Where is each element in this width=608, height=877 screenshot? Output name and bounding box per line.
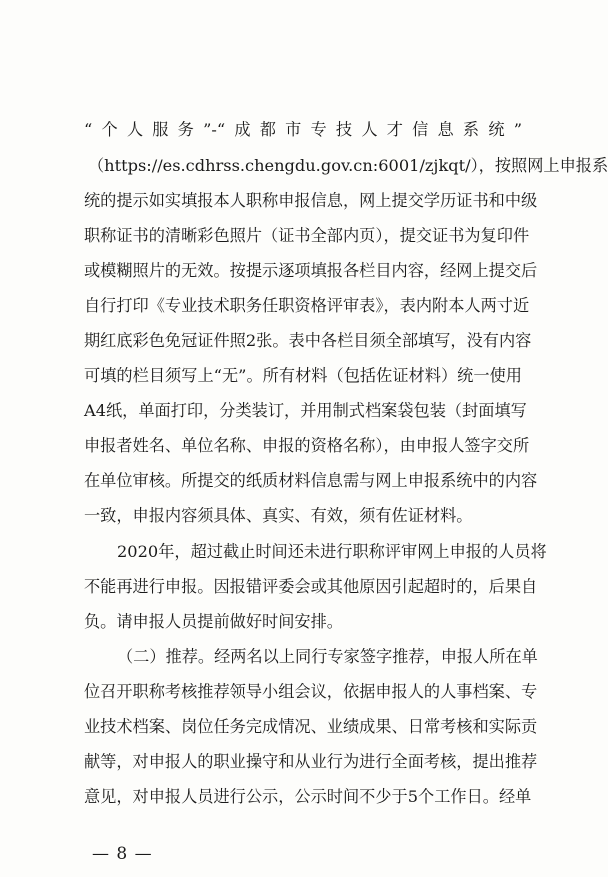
text-line: 统的提示如实填报本人职称申报信息，网上提交学历证书和中级 [84, 191, 538, 210]
text-line: 可填的栏目须写上“无”。所有材料（包括佐证材料）统一使用 [84, 366, 522, 385]
text-line: “个人服务”-“成都市专技人才信息系统” [84, 120, 522, 139]
text-line: 献等，对申报人的职业操守和从业行为进行全面考核，提出推荐 [84, 752, 538, 771]
text-line: 申报者姓名、单位名称、申报的资格名称），由申报人签字交所 [84, 436, 530, 455]
text-line: 负。请申报人员提前做好时间安排。 [84, 612, 343, 631]
text-line: 不能再进行申报。因报错评委会或其他原因引起超时的，后果自 [84, 577, 538, 596]
text-line: 在单位审核。所提交的纸质材料信息需与网上申报系统中的内容 [84, 471, 538, 490]
text-line: 职称证书的清晰彩色照片（证书全部内页），提交证书为复印件 [84, 226, 530, 245]
text-line: 自行打印《专业技术职务任职资格评审表》，表内附本人两寸近 [84, 296, 530, 315]
text-line: 一致，申报内容须具体、真实、有效，须有佐证材料。 [84, 506, 473, 525]
text-line: 2020年，超过截止时间还未进行职称评审网上申报的人员将 [117, 542, 547, 561]
text-line: 业技术档案、岗位任务完成情况、业绩成果、日常考核和实际贡 [84, 717, 538, 736]
text-line: 期红底彩色免冠证件照2张。表中各栏目须全部填写，没有内容 [84, 331, 532, 350]
text-line: （https://es.cdhrss.chengdu.gov.cn:6001/zjkqt/），按照网上申报系 [88, 156, 608, 175]
text-line: 位召开职称考核推荐领导小组会议，依据申报人的人事档案、专 [84, 682, 538, 701]
text-line: 意见，对申报人员进行公示，公示时间不少于5个工作日。经单 [84, 787, 532, 806]
text-line: （二）推荐。经两名以上同行专家签字推荐，申报人所在单 [117, 647, 538, 666]
text-line: 或模糊照片的无效。按提示逐项填报各栏目内容，经网上提交后 [84, 261, 538, 280]
page-number: — 8 — [92, 844, 153, 864]
text-line: A4纸，单面打印，分类装订，并用制式档案袋包装（封面填写 [84, 401, 527, 420]
